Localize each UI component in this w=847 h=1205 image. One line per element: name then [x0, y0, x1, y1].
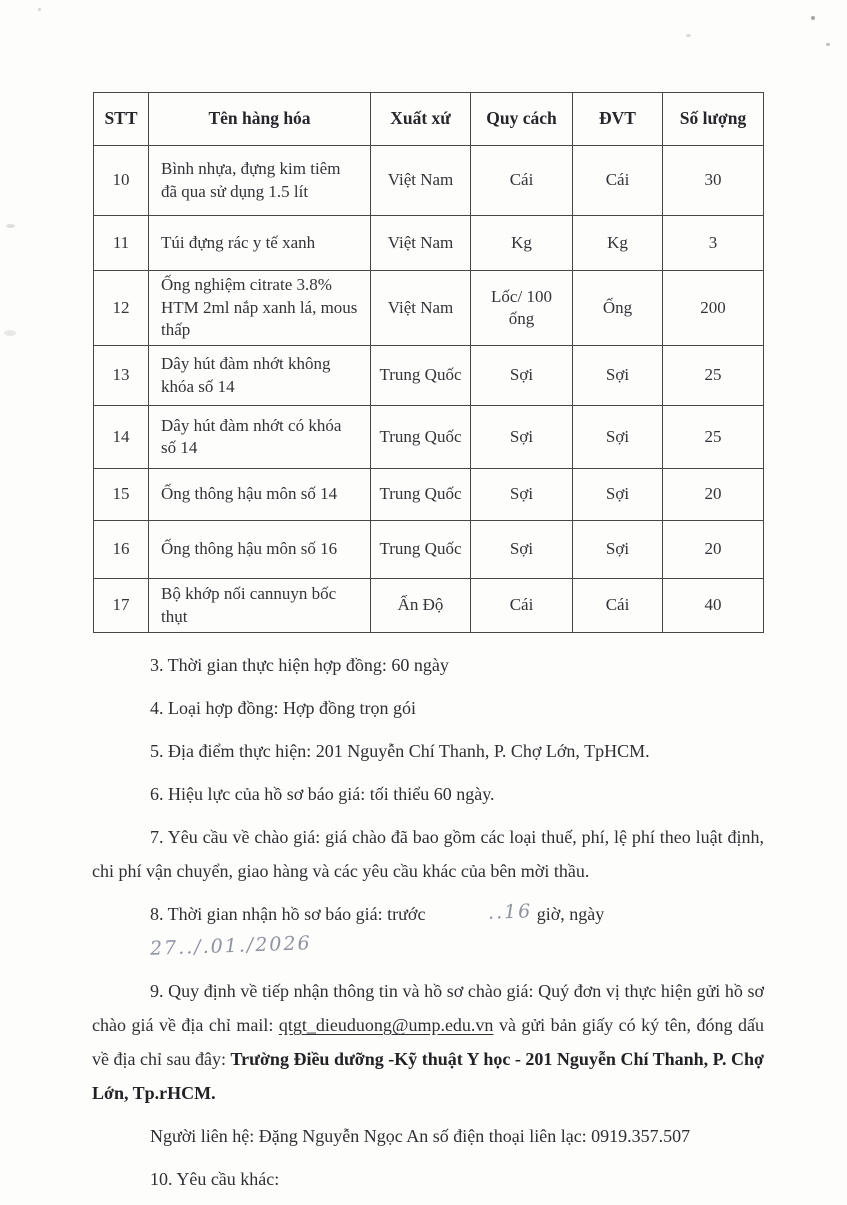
cell-origin: Trung Quốc	[371, 521, 471, 579]
table-row	[94, 346, 764, 406]
col-header-so-luong: Số lượng	[663, 93, 764, 146]
cell-spec: Kg	[471, 216, 573, 271]
cell-origin: Ấn Độ	[371, 579, 471, 633]
col-header-stt: STT	[94, 93, 149, 146]
clause-10: 10. Yêu cầu khác:	[150, 1169, 280, 1189]
clause-8-text: 8. Thời gian nhận hồ sơ báo giá: trước	[150, 904, 426, 924]
cell-unit: Sợi	[573, 469, 663, 521]
cell-unit: Ống	[573, 271, 663, 346]
scan-speck	[6, 224, 15, 228]
cell-stt: 14	[94, 406, 149, 469]
col-header-xuat-xu: Xuất xứ	[371, 93, 471, 146]
cell-origin: Việt Nam	[371, 271, 471, 346]
cell-stt: 17	[94, 579, 149, 633]
table-row	[94, 216, 764, 271]
clause-9-text: 9. Quy định về tiếp nhận thông tin và hồ sơ chào giá: Quý đơn vị thực hiện gửi hồ sơ chào giá về địa chỉ mail:	[92, 981, 764, 1035]
cell-unit: Cái	[573, 579, 663, 633]
clause-9-text: và gửi bản giấy có ký tên, đóng dấu về địa chỉ sau đây:	[92, 1015, 765, 1069]
scan-speck	[811, 16, 815, 20]
clause-9	[92, 974, 764, 1110]
col-header-dvt: ĐVT	[573, 93, 663, 146]
cell-origin: Việt Nam	[371, 146, 471, 216]
cell-name: Ống thông hậu môn số 16	[149, 521, 371, 579]
scan-speck	[4, 330, 16, 336]
cell-stt: 15	[94, 469, 149, 521]
cell-spec: Sợi	[471, 469, 573, 521]
cell-origin: Trung Quốc	[371, 346, 471, 406]
cell-spec: Cái	[471, 579, 573, 633]
cell-name: Ống thông hậu môn số 14	[149, 469, 371, 521]
clause-7: 7. Yêu cầu về chào giá: giá chào đã bao gồm các loại thuế, phí, lệ phí theo luật định, chi phí vận chuyển, giao hàng và các yêu cầu khác của bên mời thầu.	[92, 827, 764, 881]
cell-origin: Trung Quốc	[371, 406, 471, 469]
scan-speck	[686, 34, 691, 37]
cell-stt: 11	[94, 216, 149, 271]
clause-5: 5. Địa điểm thực hiện: 201 Nguyễn Chí Thanh, P. Chợ Lớn, TpHCM.	[150, 741, 650, 761]
handwritten-time: ..16	[487, 900, 533, 924]
cell-origin: Trung Quốc	[371, 469, 471, 521]
cell-spec: Cái	[471, 146, 573, 216]
clause-8	[92, 897, 764, 965]
cell-name: Bộ khớp nối cannuyn bốc thụt	[149, 579, 371, 633]
cell-stt: 12	[94, 271, 149, 346]
table-row	[94, 271, 764, 346]
cell-qty: 20	[663, 521, 764, 579]
contact-line: Người liên hệ: Đặng Nguyễn Ngọc An số điện thoại liên lạc: 0919.357.507	[150, 1126, 691, 1146]
table-row	[94, 146, 764, 216]
handwritten-date: 27../.01./2026	[149, 932, 312, 960]
delivery-address: Trường Điều dưỡng -Kỹ thuật Y học - 201 Nguyễn Chí Thanh, P. Chợ Lớn, Tp.rHCM.	[92, 1049, 764, 1103]
col-header-ten-hang-hoa: Tên hàng hóa	[149, 93, 371, 146]
table-row	[94, 579, 764, 633]
cell-origin: Việt Nam	[371, 216, 471, 271]
cell-qty: 25	[663, 346, 764, 406]
clause-8-text: giờ, ngày	[536, 904, 605, 924]
clause-3: 3. Thời gian thực hiện hợp đồng: 60 ngày	[150, 655, 449, 675]
cell-qty: 3	[663, 216, 764, 271]
table-row	[94, 406, 764, 469]
cell-qty: 25	[663, 406, 764, 469]
cell-stt: 16	[94, 521, 149, 579]
cell-stt: 10	[94, 146, 149, 216]
cell-unit: Sợi	[573, 521, 663, 579]
cell-unit: Sợi	[573, 406, 663, 469]
cell-spec: Sợi	[471, 406, 573, 469]
cell-qty: 30	[663, 146, 764, 216]
table-header-row	[94, 93, 764, 146]
cell-stt: 13	[94, 346, 149, 406]
table-row	[94, 469, 764, 521]
cell-name: Túi đựng rác y tế xanh	[149, 216, 371, 271]
table-row	[94, 521, 764, 579]
cell-unit: Sợi	[573, 346, 663, 406]
email-link: qtgt_dieuduong@ump.edu.vn	[278, 1015, 494, 1035]
cell-name: Dây hút đàm nhớt không khóa số 14	[149, 346, 371, 406]
scan-speck	[826, 43, 830, 46]
cell-qty: 20	[663, 469, 764, 521]
scan-speck	[38, 8, 41, 11]
col-header-quy-cach: Quy cách	[471, 93, 573, 146]
cell-spec: Sợi	[471, 346, 573, 406]
cell-name: Ống nghiệm citrate 3.8% HTM 2ml nắp xanh lá, mous thấp	[149, 271, 371, 346]
cell-qty: 200	[663, 271, 764, 346]
clause-4: 4. Loại hợp đồng: Hợp đồng trọn gói	[150, 698, 417, 718]
cell-unit: Kg	[573, 216, 663, 271]
clause-6: 6. Hiệu lực của hồ sơ báo giá: tối thiểu 60 ngày.	[150, 784, 495, 804]
goods-table	[93, 92, 764, 633]
cell-unit: Cái	[573, 146, 663, 216]
cell-name: Bình nhựa, đựng kim tiêm đã qua sử dụng 1.5 lít	[149, 146, 371, 216]
terms-section	[92, 648, 764, 1205]
cell-qty: 40	[663, 579, 764, 633]
cell-name: Dây hút đàm nhớt có khóa số 14	[149, 406, 371, 469]
cell-spec: Lốc/ 100 ống	[471, 271, 573, 346]
cell-spec: Sợi	[471, 521, 573, 579]
